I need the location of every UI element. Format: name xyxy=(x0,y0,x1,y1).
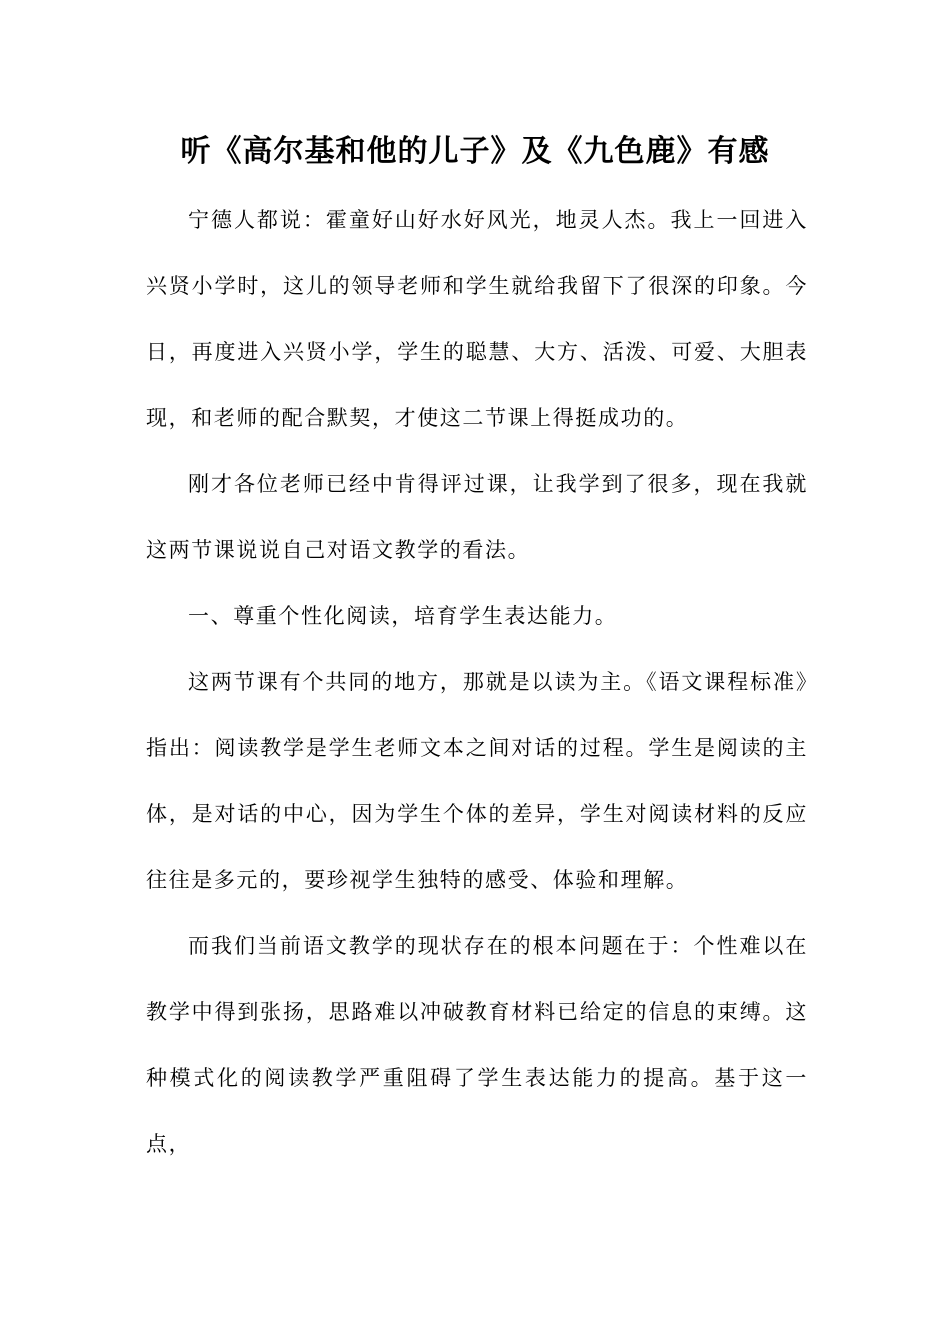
document-title: 听《高尔基和他的儿子》及《九色鹿》有感 xyxy=(180,134,770,169)
paragraph: 刚才各位老师已经中肯得评过课，让我学到了很多，现在我就这两节课说说自己对语文教学的看法。 xyxy=(146,472,808,562)
document-body xyxy=(146,187,808,1177)
paragraph: 而我们当前语文教学的现状存在的根本问题在于：个性难以在教学中得到张扬，思路难以冲破教育材料已给定的信息的束缚。这种模式化的阅读教学严重阻碍了学生表达能力的提高。基于这一点， xyxy=(146,934,808,1156)
paragraph: 宁德人都说：霍童好山好水好风光，地灵人杰。我上一回进入兴贤小学时，这儿的领导老师和学生就给我留下了很深的印象。今日，再度进入兴贤小学，学生的聪慧、大方、活泼、可爱、大胆表现，和老师的配合默契，才使这二节课上得挺成功的。 xyxy=(146,208,808,430)
section-heading: 一、尊重个性化阅读，培育学生表达能力。 xyxy=(188,604,618,628)
paragraph: 这两节课有个共同的地方，那就是以读为主。《语文课程标准》指出：阅读教学是学生老师文本之间对话的过程。学生是阅读的主体，是对话的中心，因为学生个体的差异，学生对阅读材料的反应往往是多元的，要珍视学生独特的感受、体验和理解。 xyxy=(146,670,808,892)
